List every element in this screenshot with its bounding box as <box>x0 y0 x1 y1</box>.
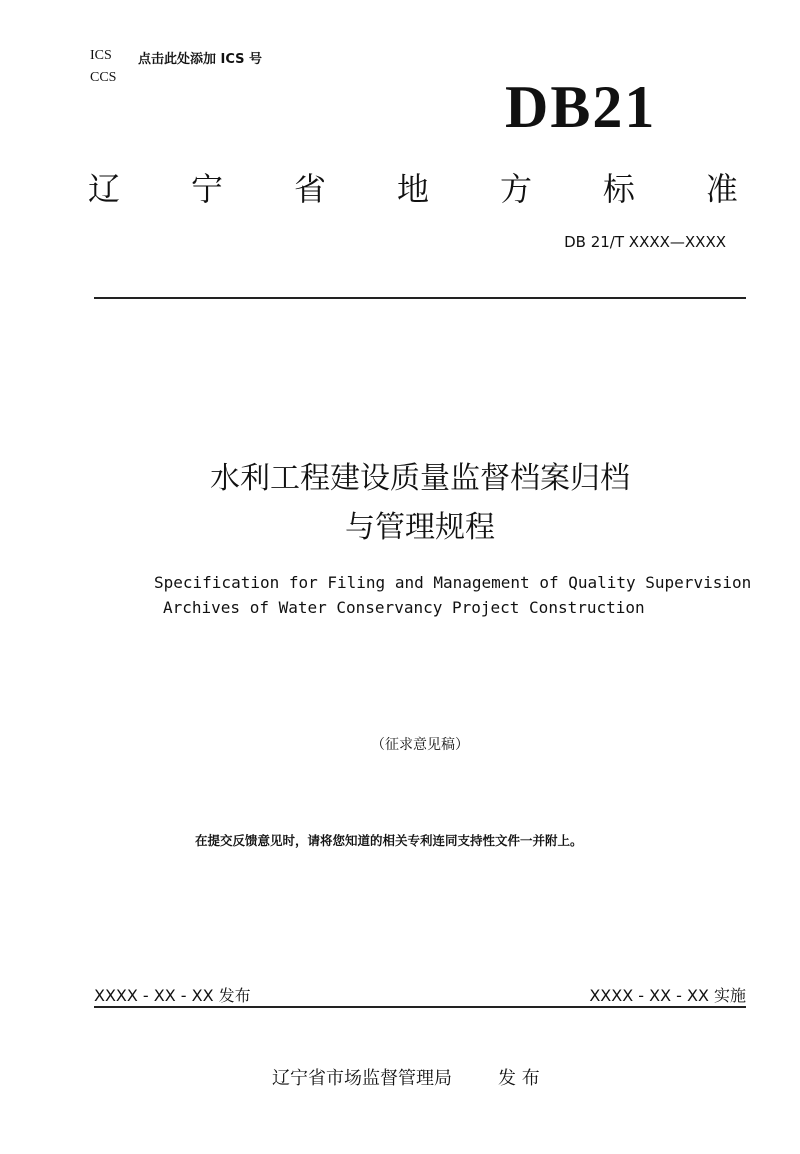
patent-notice: 在提交反馈意见时，请将您知道的相关专利连同支持性文件一并附上。 <box>195 833 583 848</box>
char: 方 <box>499 170 532 208</box>
draft-status: （征求意见稿） <box>371 737 469 753</box>
char: 辽 <box>88 170 121 208</box>
standard-number: DB 21/T XXXX—XXXX <box>564 233 726 251</box>
ics-value: 点击此处添加 ICS 号 <box>138 52 263 67</box>
bottom-divider <box>94 1006 746 1008</box>
char: 宁 <box>190 170 223 208</box>
standard-type-heading <box>88 164 738 210</box>
char: 地 <box>396 170 429 208</box>
issuer: 辽宁省市场监督管理局 <box>272 1068 452 1089</box>
divider <box>94 297 746 299</box>
ccs-label: CCS <box>90 70 117 85</box>
char: 标 <box>602 170 635 208</box>
title-cn-line2: 与管理规程 <box>345 510 495 545</box>
char: 准 <box>705 170 738 208</box>
ics-label: ICS <box>90 48 112 63</box>
title-cn-line1: 水利工程建设质量监督档案归档 <box>210 461 630 496</box>
title-en-line1: Specification for Filing and Management of Quality Supervision <box>154 573 752 592</box>
char: 省 <box>293 170 326 208</box>
implement-date: XXXX - XX - XX 实施 <box>589 986 746 1005</box>
issue-label: 发 布 <box>498 1068 540 1089</box>
db-logo: DB21 <box>505 74 657 140</box>
release-date: XXXX - XX - XX 发布 <box>94 986 251 1005</box>
title-en-line2: Archives of Water Conservancy Project Construction <box>163 598 645 617</box>
